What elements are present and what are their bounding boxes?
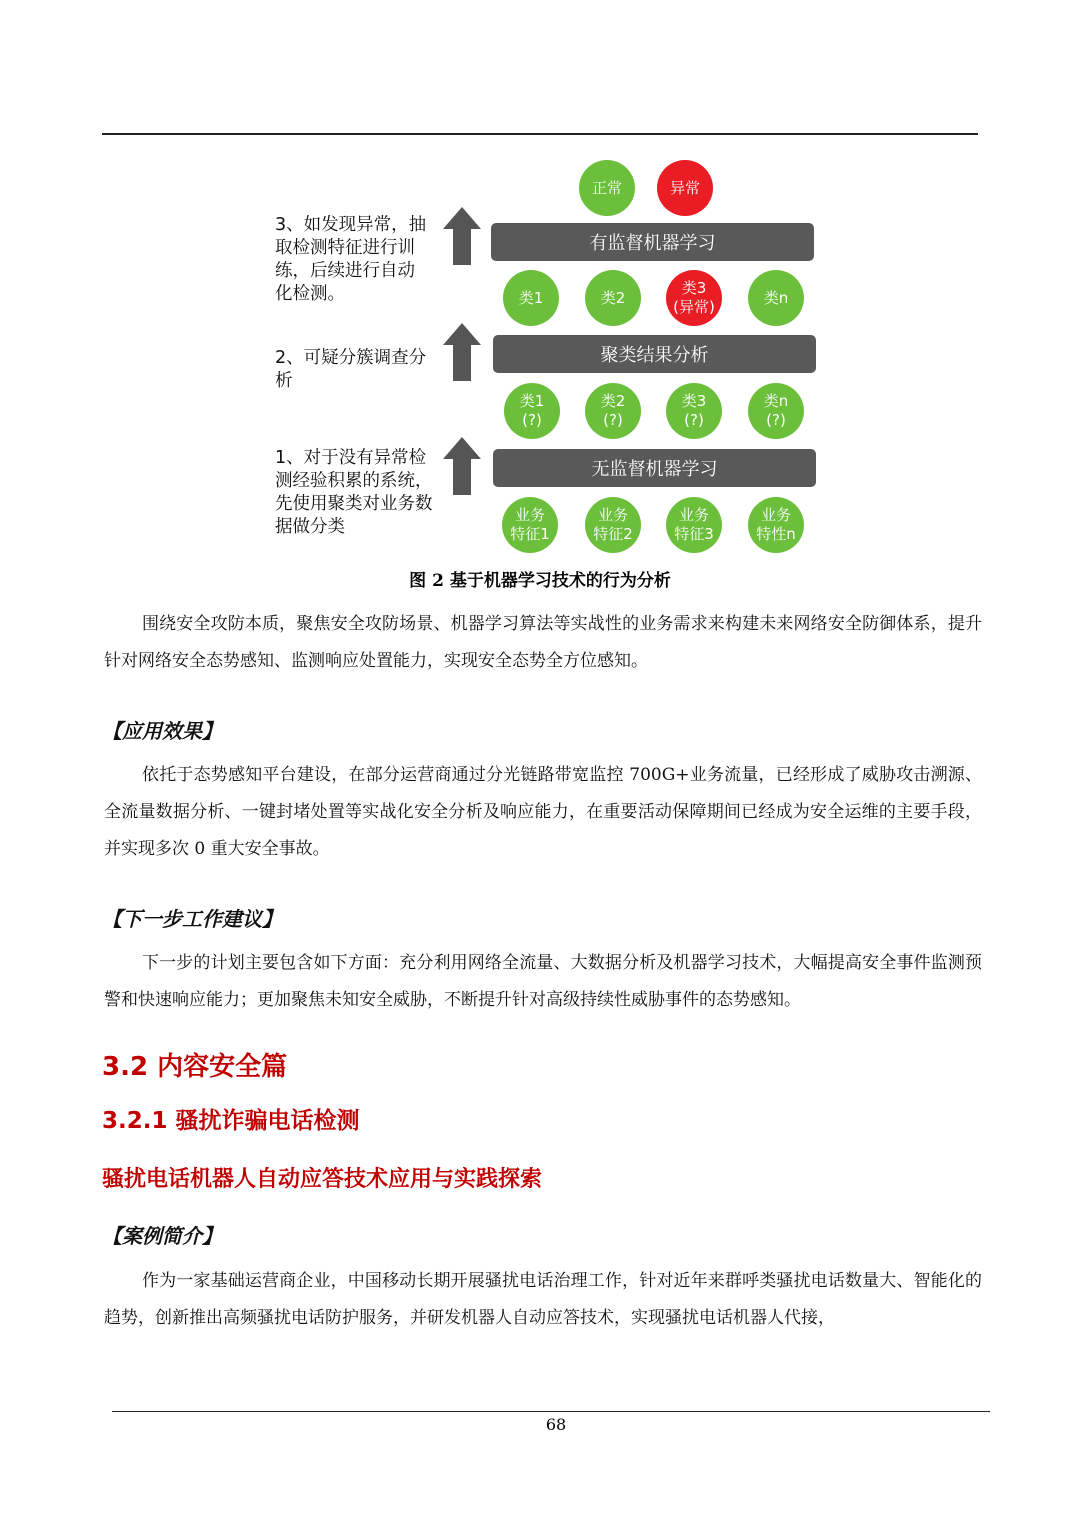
suspect-class-n-circle: 类n (?) bbox=[748, 383, 804, 439]
ml-behavior-diagram bbox=[0, 0, 1080, 560]
paragraph-defense-system: 围绕安全攻防本质，聚焦安全攻防场景、机器学习算法等实战性的业务需求来构建未来网络安全防御体系，提升针对网络安全态势感知、监测响应处置能力，实现安全态势全方位感知。 bbox=[104, 614, 982, 671]
paragraph-case-intro: 作为一家基础运营商企业，中国移动长期开展骚扰电话治理工作，针对近年来群呼类骚扰电话数量大、智能化的趋势，创新推出高频骚扰电话防护服务，并研发机器人自动应答技术，实现骚扰电话机器人代接， bbox=[104, 1271, 982, 1328]
page-number: 68 bbox=[545, 1415, 567, 1434]
up-arrow-icon bbox=[443, 207, 481, 265]
up-arrow-icon bbox=[443, 323, 481, 381]
step-2-text: 2、可疑分簇调查分 析 bbox=[275, 348, 427, 391]
supervised-learning-bar: 有监督机器学习 bbox=[491, 223, 814, 261]
anomaly-circle: 异常 bbox=[657, 160, 713, 216]
feature-1-circle: 业务 特征1 bbox=[502, 497, 558, 553]
footer-rule bbox=[112, 1411, 990, 1412]
step-3-text: 3、如发现异常，抽 取检测特征进行训 练，后续进行自动 化检测。 bbox=[275, 215, 427, 304]
normal-circle: 正常 bbox=[579, 160, 635, 216]
paragraph-effect: 依托于态势感知平台建设，在部分运营商通过分光链路带宽监控 700G+业务流量，已经形成了威胁攻击溯源、全流量数据分析、一键封堵处置等实战化安全分析及响应能力，在重要活动保障期间已经成为安全运维的主要手段，并实现多次 0 重大安全事故。 bbox=[104, 765, 982, 859]
case-title: 骚扰电话机器人自动应答技术应用与实践探索 bbox=[102, 1167, 543, 1192]
paragraph-next-steps: 下一步的计划主要包含如下方面：充分利用网络全流量、大数据分析及机器学习技术，大幅提高安全事件监测预警和快速响应能力；更加聚焦未知安全威胁，不断提升针对高级持续性威胁事件的态势感知。 bbox=[104, 953, 982, 1010]
up-arrow-icon bbox=[443, 437, 481, 495]
subsection-heading: 3.2.1 骚扰诈骗电话检测 bbox=[102, 1108, 360, 1134]
section-heading: 3.2 内容安全篇 bbox=[102, 1052, 288, 1082]
feature-3-circle: 业务 特征3 bbox=[666, 497, 722, 553]
subhead-application-effect: 【应用效果】 bbox=[102, 719, 222, 743]
subhead-next-steps: 【下一步工作建议】 bbox=[102, 907, 282, 931]
feature-n-circle: 业务 特性n bbox=[748, 497, 804, 553]
step-1-text: 1、对于没有异常检 测经验积累的系统， 先使用聚类对业务数 据做分类 bbox=[275, 448, 433, 537]
cluster-analysis-bar: 聚类结果分析 bbox=[493, 335, 816, 373]
suspect-class-1-circle: 类1 (?) bbox=[504, 383, 560, 439]
class-2-circle: 类2 bbox=[585, 270, 641, 326]
suspect-class-3-circle: 类3 (?) bbox=[666, 383, 722, 439]
class-1-circle: 类1 bbox=[503, 270, 559, 326]
class-n-circle: 类n bbox=[748, 270, 804, 326]
feature-2-circle: 业务 特征2 bbox=[585, 497, 641, 553]
figure-caption: 图 2 基于机器学习技术的行为分析 bbox=[409, 571, 671, 591]
unsupervised-learning-bar: 无监督机器学习 bbox=[493, 449, 816, 487]
subhead-case-intro: 【案例简介】 bbox=[102, 1224, 222, 1248]
suspect-class-2-circle: 类2 (?) bbox=[585, 383, 641, 439]
class-3-anomaly-circle: 类3 (异常) bbox=[666, 270, 722, 326]
